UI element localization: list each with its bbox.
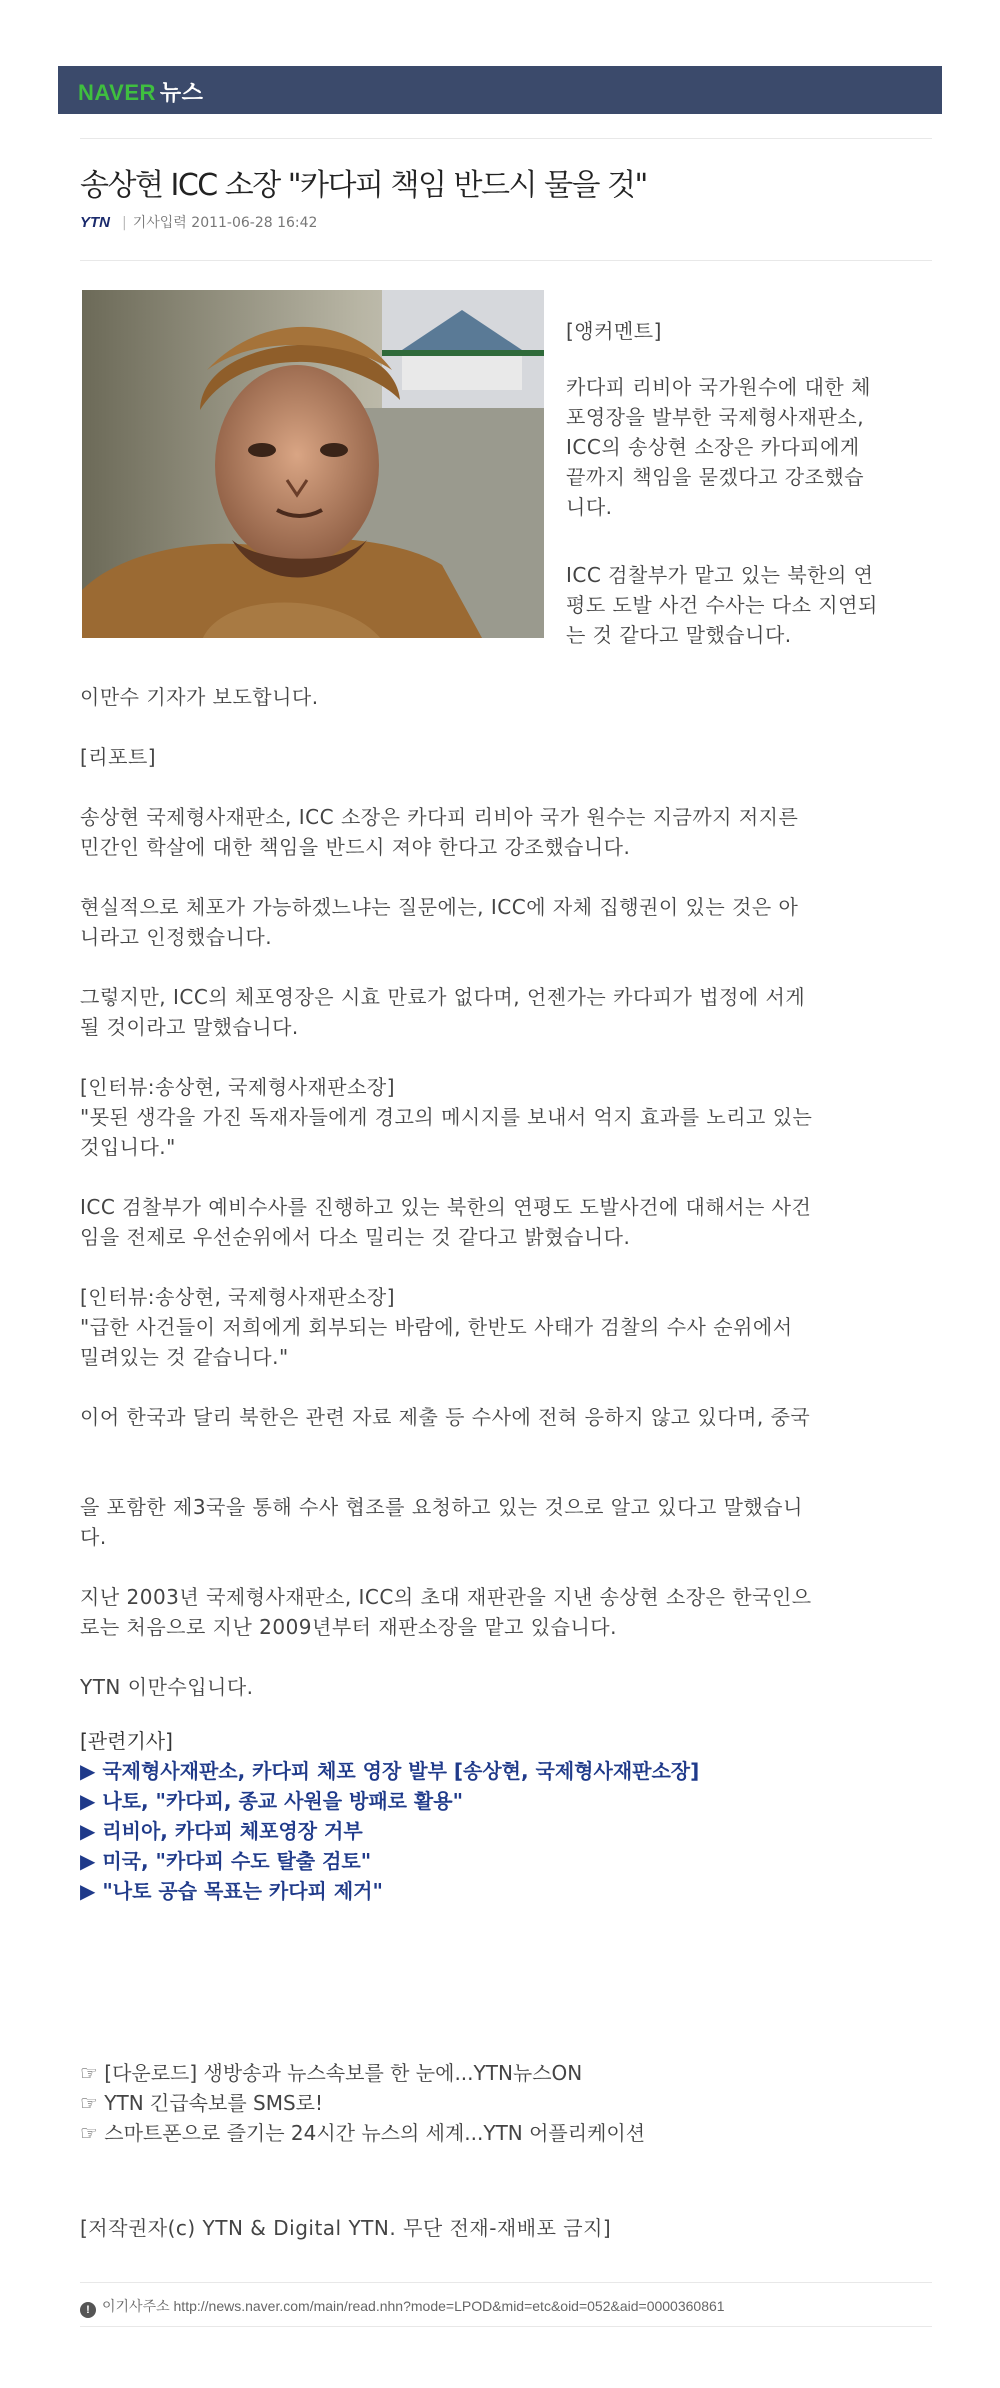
text-line: 현실적으로 체포가 가능하겠느냐는 질문에는, ICC에 자체 집행권이 있는 것은 아: [80, 895, 799, 919]
naver-brand: NAVER: [78, 80, 156, 105]
divider: [80, 260, 932, 261]
body-paragraph-1: [80, 802, 798, 862]
text-line: 카다피 리비아 국가원수에 대한 체: [566, 375, 871, 399]
lead-paragraph-2: [566, 560, 878, 650]
reporter-intro: 이만수 기자가 보도합니다.: [80, 685, 319, 709]
lead-paragraph-1: [566, 372, 871, 522]
body-paragraph-4: [80, 1192, 811, 1252]
text-line: 송상현 국제형사재판소, ICC 소장은 카다피 리비아 국가 원수는 지금까지 저지른: [80, 805, 799, 829]
text-line: 을 포함한 제3국을 통해 수사 협조를 요청하고 있는 것으로 알고 있다고 말했습니: [80, 1495, 803, 1519]
text-line: 임을 전제로 우선순위에서 다소 밀리는 것 같다고 밝혔습니다.: [80, 1225, 631, 1249]
text-line: [인터뷰:송상현, 국제형사재판소장]: [80, 1285, 396, 1309]
photo-illustration: [82, 290, 544, 638]
related-articles: [80, 1726, 699, 1906]
text-line: "급한 사건들이 저희에게 회부되는 바람에, 한반도 사태가 검찰의 수사 순위에서: [80, 1315, 793, 1339]
text-line: 끝까지 책임을 묻겠다고 강조했습: [566, 465, 865, 489]
text-line: 는 것 같다고 말했습니다.: [566, 623, 792, 647]
article-url-line: [80, 2296, 725, 2318]
body-paragraph-6: [80, 1582, 812, 1642]
naver-news-logo[interactable]: [78, 76, 203, 107]
related-link[interactable]: ▶ 미국, "카다피 수도 탈출 검토": [80, 1849, 372, 1873]
text-line: 평도 도발 사건 수사는 다소 지연되: [566, 593, 878, 617]
signoff: YTN 이만수입니다.: [80, 1675, 254, 1699]
promo-item[interactable]: ☞ [다운로드] 생방송과 뉴스속보를 한 눈에...YTN뉴스ON: [80, 2061, 583, 2085]
promo-item[interactable]: ☞ YTN 긴급속보를 SMS로!: [80, 2091, 323, 2115]
promo-item[interactable]: ☞ 스마트폰으로 즐기는 24시간 뉴스의 세계...YTN 어플리케이션: [80, 2121, 646, 2145]
text-line: 포영장을 발부한 국제형사재판소,: [566, 405, 865, 429]
date-label: 기사입력: [132, 215, 187, 231]
text-line: 다.: [80, 1525, 107, 1549]
url-label: 이기사주소: [102, 2298, 170, 2314]
body-paragraph-5b: [80, 1492, 803, 1552]
article-meta: [80, 212, 317, 232]
related-link[interactable]: ▶ "나토 공습 목표는 카다피 제거": [80, 1879, 383, 1903]
text-line: 될 것이라고 말했습니다.: [80, 1015, 299, 1039]
interview-quote-2: [80, 1282, 793, 1372]
text-line: ICC 검찰부가 예비수사를 진행하고 있는 북한의 연평도 도발사건에 대해서는 사건: [80, 1195, 812, 1219]
body-paragraph-3: [80, 982, 805, 1042]
text-line: [인터뷰:송상현, 국제형사재판소장]: [80, 1075, 396, 1099]
article-url[interactable]: http://news.naver.com/main/read.nhn?mode=LPOD&mid=etc&oid=052&aid=0000360861: [173, 2298, 725, 2314]
text-line: 지난 2003년 국제형사재판소, ICC의 초대 재판관을 지낸 송상현 소장은 한국인으: [80, 1585, 812, 1609]
meta-divider: |: [122, 215, 127, 231]
related-link[interactable]: ▶ 리비아, 카다피 체포영장 거부: [80, 1819, 363, 1843]
text-line: 로는 처음으로 지난 2009년부터 재판소장을 맡고 있습니다.: [80, 1615, 617, 1639]
text-line: 그렇지만, ICC의 체포영장은 시효 만료가 없다며, 언젠가는 카다피가 법정에 서게: [80, 985, 806, 1009]
related-link[interactable]: ▶ 국제형사재판소, 카다피 체포 영장 발부 [송상현, 국제형사재판소장]: [80, 1759, 700, 1783]
text-line: 밀려있는 것 같습니다.": [80, 1345, 289, 1369]
divider: [80, 2282, 932, 2283]
article-date: 2011-06-28 16:42: [191, 215, 318, 231]
related-link[interactable]: ▶ 나토, "카다피, 종교 사원을 방패로 활용": [80, 1789, 463, 1813]
divider: [80, 138, 932, 139]
body-paragraph-5a: 이어 한국과 달리 북한은 관련 자료 제출 등 수사에 전혀 응하지 않고 있다며, 중국: [80, 1405, 811, 1429]
text-line: ICC 검찰부가 맡고 있는 북한의 연: [566, 563, 874, 587]
promo-list: [80, 2058, 645, 2148]
text-line: 민간인 학살에 대한 책임을 반드시 져야 한다고 강조했습니다.: [80, 835, 631, 859]
divider: [80, 2326, 932, 2327]
naver-news-header: [58, 66, 942, 114]
source-logo: YTN: [80, 214, 110, 231]
text-line: "못된 생각을 가진 독재자들에게 경고의 메시지를 보내서 억지 효과를 노리고 있는: [80, 1105, 813, 1129]
related-heading: [관련기사]: [80, 1729, 173, 1753]
copyright-notice: [저작권자(c) YTN & Digital YTN. 무단 전재-재배포 금지]: [80, 2216, 612, 2240]
interview-quote-1: [80, 1072, 812, 1162]
info-icon: !: [80, 2302, 96, 2318]
text-line: ICC의 송상현 소장은 카다피에게: [566, 435, 860, 459]
body-paragraph-2: [80, 892, 798, 952]
text-line: 것입니다.": [80, 1135, 176, 1159]
article-photo: [82, 290, 544, 638]
anchor-label: [앵커멘트]: [566, 319, 662, 343]
text-line: 니다.: [566, 495, 613, 519]
news-section-label: 뉴스: [159, 80, 204, 105]
text-line: 니라고 인정했습니다.: [80, 925, 273, 949]
report-label: [리포트]: [80, 745, 157, 769]
article-title: 송상현 ICC 소장 "카다피 책임 반드시 물을 것": [80, 168, 647, 203]
